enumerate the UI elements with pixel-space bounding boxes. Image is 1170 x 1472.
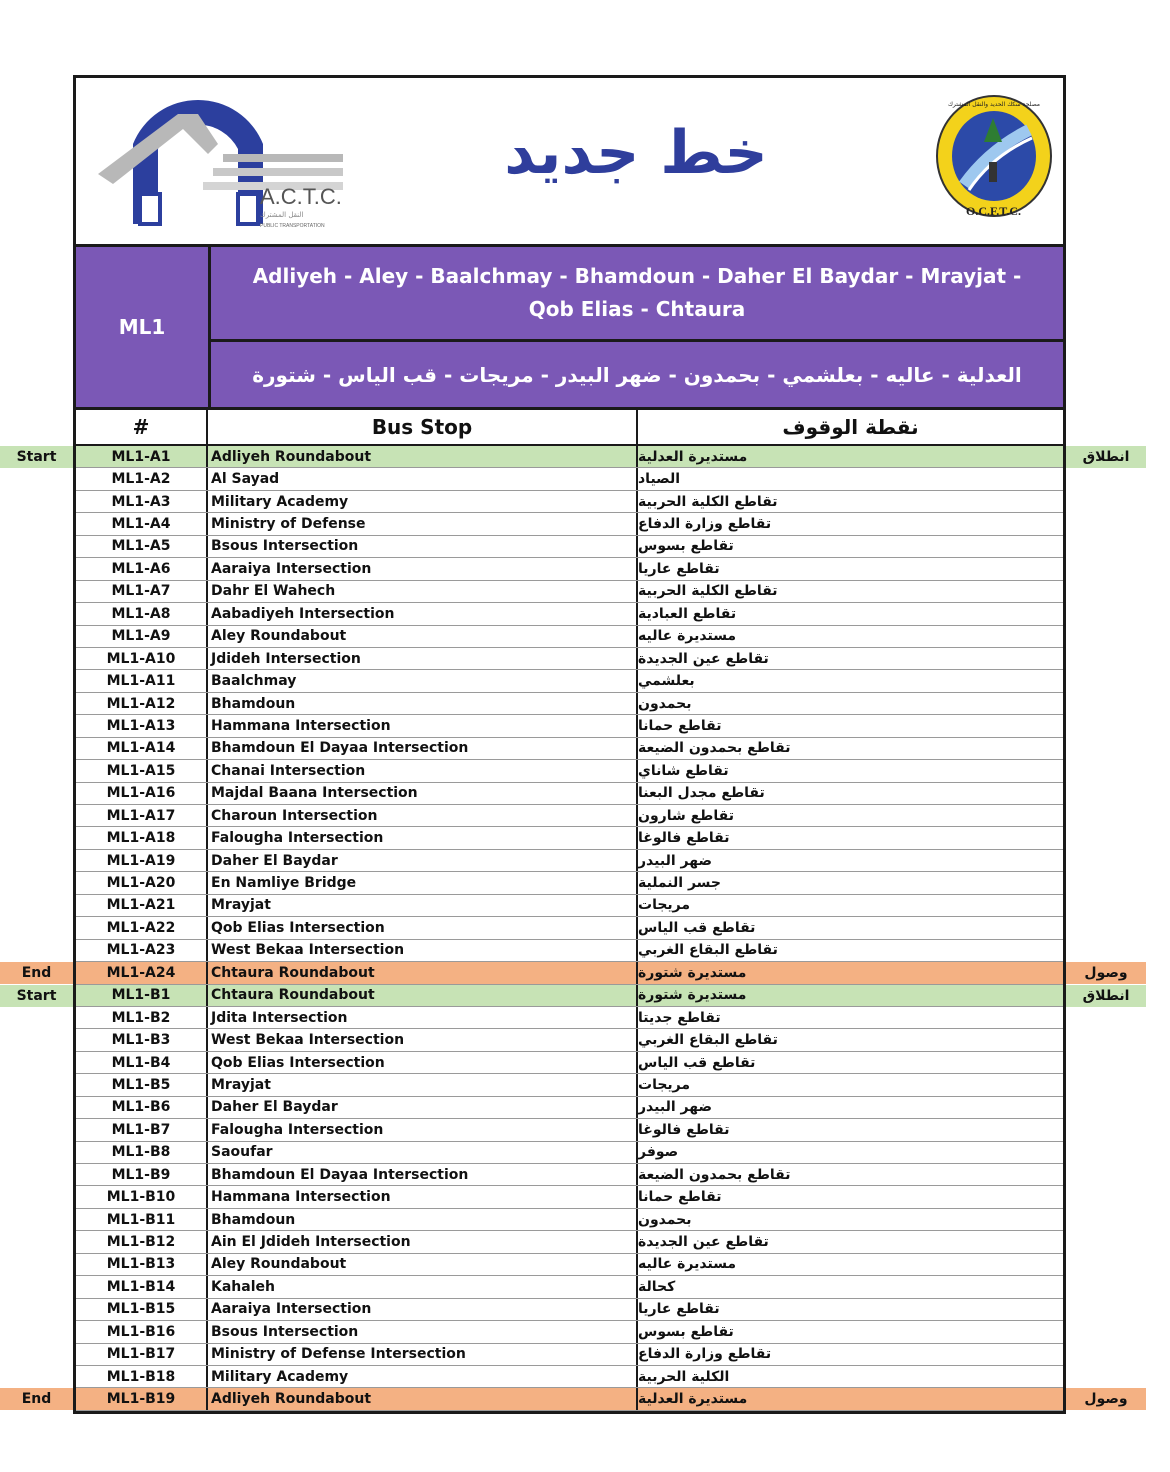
page-title: خط جديد: [504, 118, 768, 188]
stop-name-en: Bsous Intersection: [208, 1321, 638, 1342]
actc-logo-subtitle-ar: النقل المشترك: [260, 211, 304, 219]
stop-code: ML1-A1: [76, 446, 208, 467]
stop-name-en: Chanai Intersection: [208, 760, 638, 781]
stop-name-ar: الكلية الحربية: [638, 1368, 730, 1385]
stop-code: ML1-A24: [76, 962, 208, 983]
stop-code: ML1-A7: [76, 581, 208, 602]
table-row: [76, 1119, 1063, 1141]
stop-name-ar: مستديرة العدلية: [638, 1391, 748, 1408]
stop-name-ar: تقاطع عين الجديدة: [638, 1234, 769, 1251]
table-row: [76, 1052, 1063, 1074]
stop-code: ML1-A9: [76, 626, 208, 647]
stop-name-ar: جسر النملية: [638, 875, 721, 892]
stop-name-en: Mrayjat: [208, 895, 638, 916]
stop-code: ML1-A5: [76, 536, 208, 557]
stop-code: ML1-B7: [76, 1119, 208, 1140]
stop-name-en: Adliyeh Roundabout: [208, 446, 638, 467]
table-row: [76, 940, 1063, 962]
table-row: [76, 872, 1063, 894]
stop-name-en: Chtaura Roundabout: [208, 962, 638, 983]
stop-code: ML1-B5: [76, 1074, 208, 1095]
stop-name-en: Bhamdoun: [208, 693, 638, 714]
stop-code: ML1-A12: [76, 693, 208, 714]
end-tag-ar: وصول: [1066, 962, 1146, 984]
stop-name-en: Aley Roundabout: [208, 1254, 638, 1275]
stop-name-ar: مريجات: [638, 1076, 691, 1093]
table-row: [76, 1164, 1063, 1186]
stop-code: ML1-B19: [76, 1388, 208, 1409]
start-tag-ar: انطلاق: [1066, 985, 1146, 1007]
table-row: [76, 603, 1063, 625]
table-row: [76, 985, 1063, 1007]
stop-name-en: Bhamdoun El Dayaa Intersection: [208, 738, 638, 759]
table-row: [76, 513, 1063, 535]
table-row: [76, 1029, 1063, 1051]
stop-code: ML1-A8: [76, 603, 208, 624]
stop-name-ar: مستديرة شتورة: [638, 964, 747, 981]
route-name-en: Adliyeh - Aley - Baalchmay - Bhamdoun - Daher El Baydar - Mrayjat - Qob Elias - Chtaura: [211, 247, 1063, 342]
stop-code: ML1-A13: [76, 715, 208, 736]
stop-name-ar: تقاطع جديتا: [638, 1009, 721, 1026]
route-sheet: [73, 75, 1066, 1414]
table-row: [76, 536, 1063, 558]
ocftc-logo-text: O.C.F.T.C.: [966, 204, 1022, 218]
stop-name-en: Military Academy: [208, 491, 638, 512]
ocftc-logo: [934, 90, 1054, 229]
stop-code: ML1-A11: [76, 670, 208, 691]
stop-name-en: Bhamdoun: [208, 1209, 638, 1230]
stop-name-ar: تقاطع حمانا: [638, 717, 722, 734]
end-tag: End: [0, 1388, 73, 1410]
stop-name-en: Ain El Jdideh Intersection: [208, 1231, 638, 1252]
stop-name-ar: تقاطع وزارة الدفاع: [638, 516, 772, 533]
column-header-bus-stop: Bus Stop: [208, 410, 638, 444]
stop-code: ML1-B1: [76, 985, 208, 1006]
table-row: [76, 760, 1063, 782]
stop-name-ar: تقاطع البقاع الغربي: [638, 1032, 778, 1049]
stop-code: ML1-A20: [76, 872, 208, 893]
stop-name-ar: مستديرة العدلية: [638, 448, 748, 465]
stop-name-en: Jdita Intersection: [208, 1007, 638, 1028]
stop-name-en: West Bekaa Intersection: [208, 1029, 638, 1050]
stop-name-ar: تقاطع وزارة الدفاع: [638, 1346, 772, 1363]
stop-name-en: Daher El Baydar: [208, 1097, 638, 1118]
table-row: [76, 1344, 1063, 1366]
stop-name-en: Charoun Intersection: [208, 805, 638, 826]
stop-name-ar: مريجات: [638, 897, 691, 914]
route-names: [211, 247, 1063, 407]
table-row: [76, 1209, 1063, 1231]
stop-name-ar: تقاطع قب الياس: [638, 919, 756, 936]
table-row: [76, 1321, 1063, 1343]
actc-logo-text: A.C.T.C.: [260, 184, 342, 209]
stop-name-ar: ضهر البيدر: [638, 1099, 712, 1116]
stop-code: ML1-B9: [76, 1164, 208, 1185]
stop-name-en: Bsous Intersection: [208, 536, 638, 557]
end-tag: End: [0, 962, 73, 984]
stop-name-en: Adliyeh Roundabout: [208, 1388, 638, 1409]
stop-code: ML1-B4: [76, 1052, 208, 1073]
table-row: [76, 895, 1063, 917]
stop-code: ML1-A21: [76, 895, 208, 916]
stop-name-en: Falougha Intersection: [208, 827, 638, 848]
stop-name-ar: تقاطع فالوغا: [638, 830, 730, 847]
table-row: [76, 917, 1063, 939]
header-band: [76, 78, 1063, 247]
stop-code: ML1-A16: [76, 783, 208, 804]
stop-name-en: Hammana Intersection: [208, 715, 638, 736]
stop-name-en: En Namliye Bridge: [208, 872, 638, 893]
table-row: [76, 1186, 1063, 1208]
table-row: [76, 738, 1063, 760]
stop-name-ar: تقاطع بسوس: [638, 538, 734, 555]
table-row: [76, 1276, 1063, 1298]
stop-code: ML1-B18: [76, 1366, 208, 1387]
table-row: [76, 827, 1063, 849]
table-row: [76, 1007, 1063, 1029]
stop-name-ar: بعلشمي: [638, 673, 695, 690]
table-header: [76, 410, 1063, 446]
stop-name-ar: بحمدون: [638, 1211, 692, 1228]
table-row: [76, 648, 1063, 670]
table-row: [76, 1097, 1063, 1119]
table-row: [76, 558, 1063, 580]
stop-code: ML1-A19: [76, 850, 208, 871]
actc-logo: [88, 84, 348, 238]
stop-code: ML1-B11: [76, 1209, 208, 1230]
table-row: [76, 626, 1063, 648]
stop-name-ar: تقاطع بحمدون الضيعة: [638, 1166, 791, 1183]
stop-name-en: Saoufar: [208, 1142, 638, 1163]
stop-name-ar: تقاطع بحمدون الضيعة: [638, 740, 791, 757]
stop-name-en: Aaraiya Intersection: [208, 558, 638, 579]
stop-name-ar: بحمدون: [638, 695, 692, 712]
table-row: [76, 1299, 1063, 1321]
table-row: [76, 962, 1063, 984]
stop-code: ML1-B2: [76, 1007, 208, 1028]
stop-name-ar: تقاطع فالوغا: [638, 1121, 730, 1138]
stop-name-en: Chtaura Roundabout: [208, 985, 638, 1006]
route-band: [76, 247, 1063, 410]
stop-code: ML1-A17: [76, 805, 208, 826]
stop-name-en: Aaraiya Intersection: [208, 1299, 638, 1320]
stop-code: ML1-B16: [76, 1321, 208, 1342]
end-tag-ar: وصول: [1066, 1388, 1146, 1410]
table-row: [76, 1074, 1063, 1096]
table-row: [76, 468, 1063, 490]
stop-name-en: Jdideh Intersection: [208, 648, 638, 669]
stop-name-ar: تقاطع الكلية الحربية: [638, 493, 778, 510]
stop-code: ML1-B17: [76, 1344, 208, 1365]
stop-name-en: Falougha Intersection: [208, 1119, 638, 1140]
stop-name-en: Aley Roundabout: [208, 626, 638, 647]
stop-name-ar: كحالة: [638, 1278, 676, 1295]
stop-code: ML1-B12: [76, 1231, 208, 1252]
stop-name-ar: تقاطع قب الياس: [638, 1054, 756, 1071]
stop-name-ar: مستديرة عاليه: [638, 1256, 737, 1273]
stop-code: ML1-A4: [76, 513, 208, 534]
stop-name-en: West Bekaa Intersection: [208, 940, 638, 961]
stop-name-ar: تقاطع بسوس: [638, 1323, 734, 1340]
stop-name-ar: تقاطع الكلية الحربية: [638, 583, 778, 600]
stop-name-en: Kahaleh: [208, 1276, 638, 1297]
stop-name-en: Baalchmay: [208, 670, 638, 691]
stop-name-ar: تقاطع عين الجديدة: [638, 650, 769, 667]
table-row: [76, 693, 1063, 715]
table-row: [76, 783, 1063, 805]
actc-logo-subtitle-en: PUBLIC TRANSPORTATION: [260, 223, 325, 229]
stop-code: ML1-A18: [76, 827, 208, 848]
stop-name-ar: تقاطع عاريا: [638, 1301, 720, 1318]
table-row: [76, 1142, 1063, 1164]
table-row: [76, 1366, 1063, 1388]
stop-code: ML1-A14: [76, 738, 208, 759]
stop-code: ML1-A2: [76, 468, 208, 489]
stop-code: ML1-B14: [76, 1276, 208, 1297]
stop-name-ar: تقاطع حمانا: [638, 1189, 722, 1206]
stop-name-en: Majdal Baana Intersection: [208, 783, 638, 804]
stop-code: ML1-B13: [76, 1254, 208, 1275]
stop-code: ML1-A6: [76, 558, 208, 579]
column-header-number: #: [76, 410, 208, 444]
table-row: [76, 446, 1063, 468]
table-row: [76, 581, 1063, 603]
stop-name-en: Aabadiyeh Intersection: [208, 603, 638, 624]
stop-code: ML1-B6: [76, 1097, 208, 1118]
table-row: [76, 805, 1063, 827]
table-row: [76, 850, 1063, 872]
stop-name-ar: الصياد: [638, 471, 681, 488]
table-row: [76, 670, 1063, 692]
stops-table: [76, 446, 1063, 1411]
stop-name-en: Ministry of Defense Intersection: [208, 1344, 638, 1365]
stop-name-ar: تقاطع البقاع الغربي: [638, 942, 778, 959]
stop-code: ML1-A10: [76, 648, 208, 669]
stop-code: ML1-A22: [76, 917, 208, 938]
start-tag: Start: [0, 446, 73, 468]
stop-code: ML1-B8: [76, 1142, 208, 1163]
stop-name-ar: ضهر البيدر: [638, 852, 712, 869]
stop-code: ML1-A15: [76, 760, 208, 781]
route-name-ar: العدلية - عاليه - بعلشمي - بحمدون - ضهر البيدر - مريجات - قب الياس - شتورة: [252, 362, 1022, 387]
stop-code: ML1-A3: [76, 491, 208, 512]
table-row: [76, 1388, 1063, 1410]
table-row: [76, 715, 1063, 737]
route-code: ML1: [76, 247, 211, 407]
stop-name-en: Bhamdoun El Dayaa Intersection: [208, 1164, 638, 1185]
stop-name-ar: تقاطع مجدل البعنا: [638, 785, 765, 802]
stop-name-ar: مستديرة عاليه: [638, 628, 737, 645]
column-header-bus-stop-ar: نقطة الوقوف: [782, 415, 919, 439]
stop-code: ML1-B15: [76, 1299, 208, 1320]
table-row: [76, 491, 1063, 513]
stop-name-en: Qob Elias Intersection: [208, 917, 638, 938]
stop-name-en: Al Sayad: [208, 468, 638, 489]
stop-name-ar: مستديرة شتورة: [638, 987, 747, 1004]
stop-name-ar: تقاطع شاناي: [638, 762, 729, 779]
stop-name-en: Qob Elias Intersection: [208, 1052, 638, 1073]
stop-name-en: Daher El Baydar: [208, 850, 638, 871]
table-row: [76, 1231, 1063, 1253]
stop-code: ML1-A23: [76, 940, 208, 961]
table-row: [76, 1254, 1063, 1276]
stop-name-ar: تقاطع عاريا: [638, 560, 720, 577]
start-tag: Start: [0, 985, 73, 1007]
stop-name-en: Dahr El Wahech: [208, 581, 638, 602]
stop-name-ar: تقاطع العبادية: [638, 605, 737, 622]
stop-name-en: Ministry of Defense: [208, 513, 638, 534]
stop-name-ar: تقاطع شارون: [638, 807, 734, 824]
stop-name-en: Mrayjat: [208, 1074, 638, 1095]
stop-name-ar: صوفر: [638, 1144, 679, 1161]
start-tag-ar: انطلاق: [1066, 446, 1146, 468]
stop-code: ML1-B10: [76, 1186, 208, 1207]
stop-name-en: Hammana Intersection: [208, 1186, 638, 1207]
ocftc-logo-arc: مصلحة سكك الحديد والنقل المشترك: [947, 101, 1041, 108]
stop-code: ML1-B3: [76, 1029, 208, 1050]
stop-name-en: Military Academy: [208, 1366, 638, 1387]
